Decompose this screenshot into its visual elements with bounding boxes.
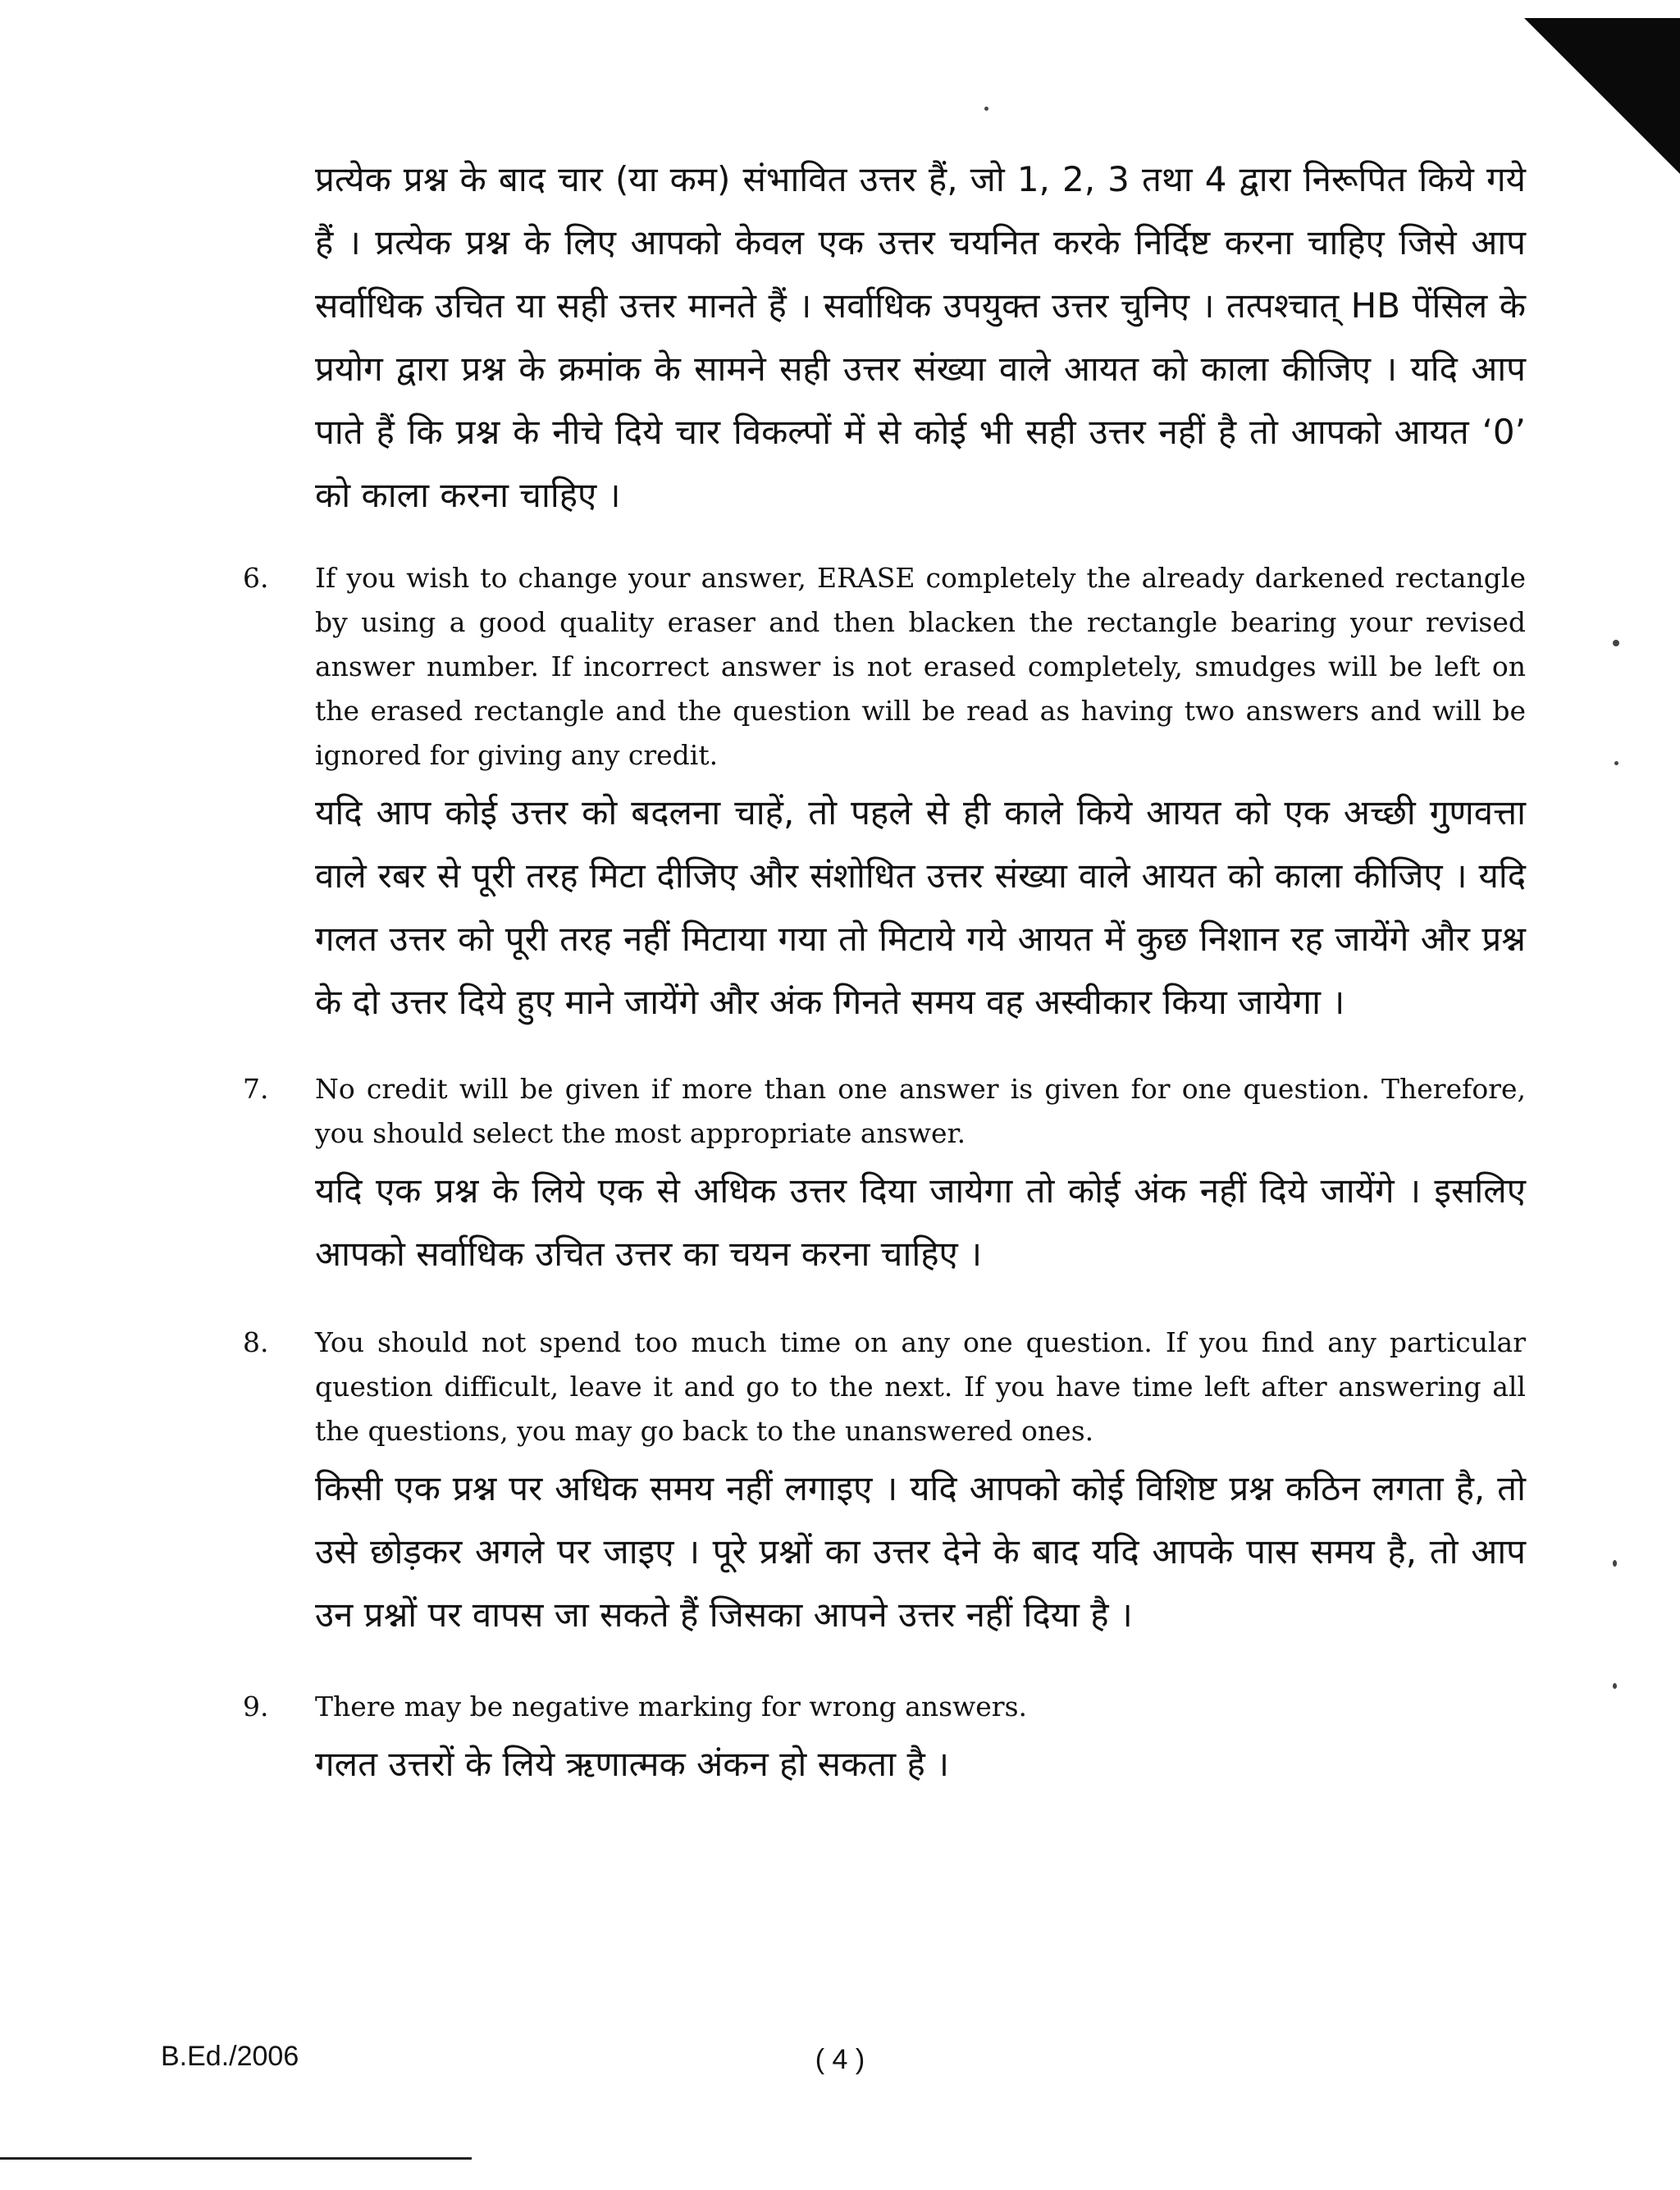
scan-speck bbox=[984, 107, 988, 111]
corner-registration-mark bbox=[1524, 18, 1680, 174]
item-body bbox=[315, 556, 1526, 1033]
item-number: 8. bbox=[243, 1326, 269, 1358]
item-english-text: No credit will be given if more than one answer is given for one question. Therefore, you should select the most appropriate answer. bbox=[315, 1073, 1526, 1149]
booklet-code: B.Ed./2006 bbox=[161, 2041, 299, 2072]
item-number: 6. bbox=[243, 562, 269, 594]
scan-speck bbox=[1613, 640, 1619, 646]
intro-instruction bbox=[315, 148, 1526, 527]
item-english-text: You should not spend too much time on any one question. If you find any particular question difficult, leave it and go to the next. If you have time left after answering all the questions, you may go back to the unanswered ones. bbox=[315, 1326, 1526, 1447]
scan-speck bbox=[1613, 1683, 1617, 1689]
item-number: 7. bbox=[243, 1073, 269, 1105]
item-english-text: If you wish to change your answer, ERASE completely the already darkened rectangle by using a good quality eraser and then blacken the rectangle bearing your revised answer number. If incorrect answer is not erased completely, smudges will be left on the erased rectangle and the question will be read as having two answers and will be ignored for giving any credit. bbox=[315, 562, 1526, 771]
item-number: 9. bbox=[243, 1690, 269, 1722]
item-hindi-text: किसी एक प्रश्न पर अधिक समय नहीं लगाइए । यदि आपको कोई विशिष्ट प्रश्न कठिन लगता है, तो उसे छोड़कर अगले पर जाइए । पूरे प्रश्नों का उत्तर देने के बाद यदि आपके पास समय है, तो आप उन प्रश्नों पर वापस जा सकते हैं जिसका आपने उत्तर नहीं दिया है । bbox=[315, 1468, 1526, 1635]
item-hindi-text: यदि आप कोई उत्तर को बदलना चाहें, तो पहले से ही काले किये आयत को एक अच्छी गुणवत्ता वाले रबर से पूरी तरह मिटा दीजिए और संशोधित उत्तर संख्या वाले आयत को काला कीजिए । यदि गलत उत्तर को पूरी तरह नहीं मिटाया गया तो मिटाये गये आयत में कुछ निशान रह जायेंगे और प्रश्न के दो उत्तर दिये हुए माने जायेंगे और अंक गिनते समय वह अस्वीकार किया जायेगा । bbox=[315, 792, 1526, 1022]
item-body bbox=[315, 1321, 1526, 1646]
item-body bbox=[315, 1067, 1526, 1285]
page-number: ( 4 ) bbox=[815, 2044, 865, 2075]
item-english-text: There may be negative marking for wrong answers. bbox=[315, 1690, 1027, 1722]
footer-rule bbox=[0, 2157, 472, 2160]
intro-hindi-text: प्रत्येक प्रश्न के बाद चार (या कम) संभावित उत्तर हैं, जो 1, 2, 3 तथा 4 द्वारा निरूपित किये गये हैं । प्रत्येक प्रश्न के लिए आपको केवल एक उत्तर चयनित करके निर्दिष्ट करना चाहिए जिसे आप सर्वाधिक उचित या सही उत्तर मानते हैं । सर्वाधिक उपयुक्त उत्तर चुनिए । तत्पश्चात् HB पेंसिल के प्रयोग द्वारा प्रश्न के क्रमांक के सामने सही उत्तर संख्या वाले आयत को काला कीजिए । यदि आप पाते हैं कि प्रश्न के नीचे दिये चार विकल्पों में से कोई भी सही उत्तर नहीं है तो आपको आयत ‘0’ को काला करना चाहिए । bbox=[315, 159, 1526, 515]
scan-speck bbox=[1613, 1560, 1617, 1567]
item-body bbox=[315, 1685, 1526, 1795]
item-hindi-text: यदि एक प्रश्न के लिये एक से अधिक उत्तर दिया जायेगा तो कोई अंक नहीं दिये जायेंगे । इसलिए आपको सर्वाधिक उचित उत्तर का चयन करना चाहिए । bbox=[315, 1170, 1526, 1274]
scan-speck bbox=[1614, 761, 1618, 765]
item-hindi-text: गलत उत्तरों के लिये ऋणात्मक अंकन हो सकता है । bbox=[315, 1744, 950, 1784]
